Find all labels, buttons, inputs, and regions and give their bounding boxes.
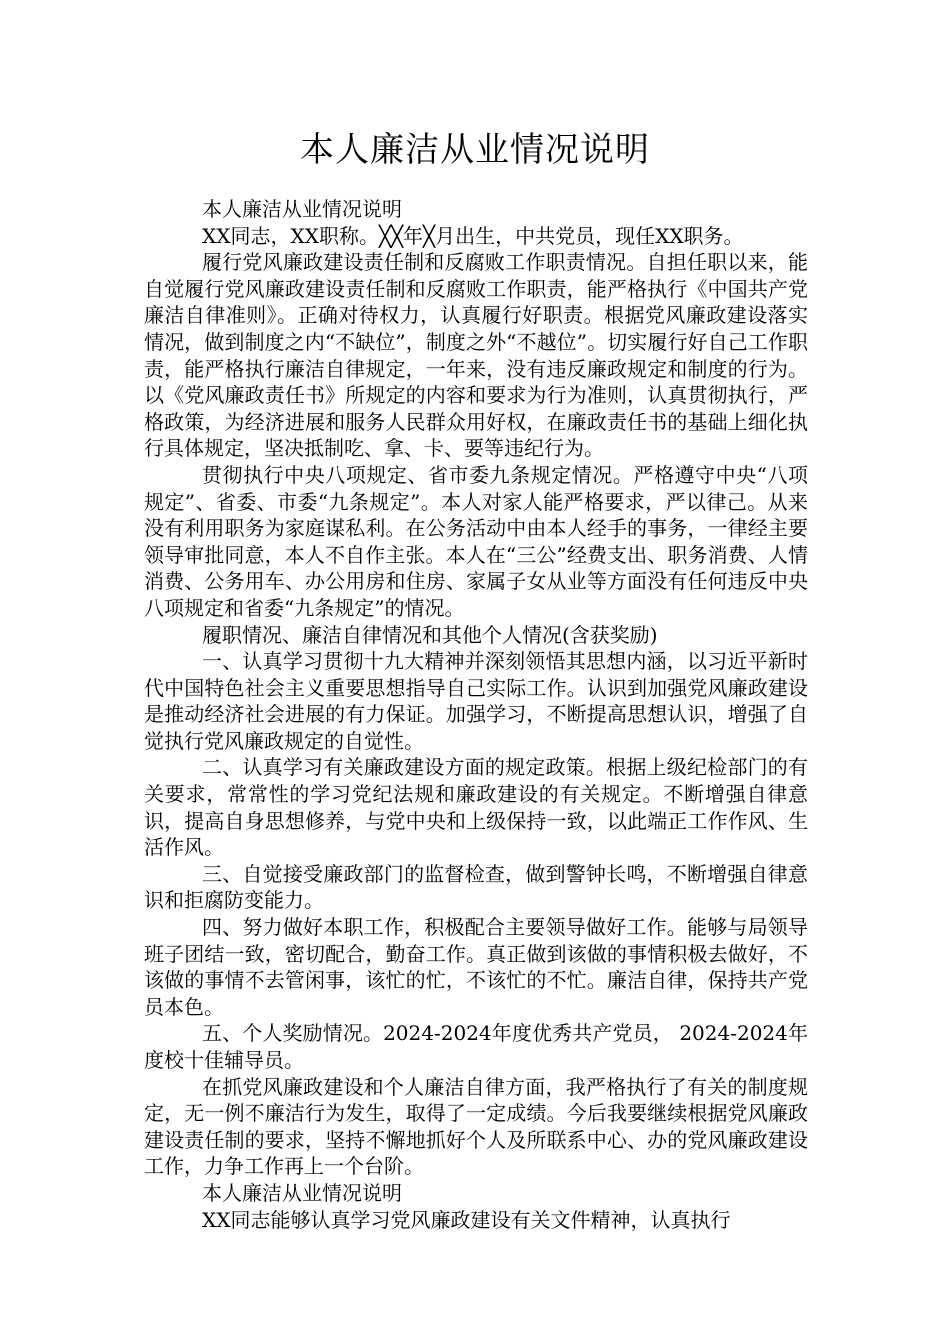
paragraph-intro: XX同志，XX职称。╳╳年╳月出生，中共党员，现任XX职务。 (202, 223, 744, 248)
paragraph-section-heading: 履职情况、廉洁自律情况和其他个人情况(含获奖励) (202, 622, 658, 647)
paragraph-heading-1: 本人廉洁从业情况说明 (202, 197, 402, 221)
paragraph-conclusion: 在抓党风廉政建设和个人廉洁自律方面，我严格执行了有关的制度规定，无一例不廉洁行为发生，取得了一定成绩。今后我要继续根据党风廉政建设责任制的要求，坚持不懈地抓好个人及所联系中心、办的党风廉政建设工作，力争工作再上一个台阶。 (144, 1074, 808, 1179)
paragraph-item-3: 三、自觉接受廉政部门的监督检查，做到警钟长鸣，不断增强自律意识和拒腐防变能力。 (144, 861, 808, 913)
paragraph-continuation: XX同志能够认真学习党风廉政建设有关文件精神，认真执行 (202, 1207, 731, 1232)
paragraph-item-1: 一、认真学习贯彻十九大精神并深刻领悟其思想内涵，以习近平新时代中国特色社会主义重要思想指导自己实际工作。认识到加强党风廉政建设是推动经济社会进展的有力保证。加强学习，不断提高思想认识，增强了自觉执行党风廉政规定的自觉性。 (144, 649, 808, 753)
paragraph-item-5: 五、个人奖励情况。2024-2024年度优秀共产党员， 2024-2024年度校十佳辅导员。 (144, 1021, 808, 1072)
paragraph-item-4: 四、努力做好本职工作，积极配合主要领导做好工作。能够与局领导班子团结一致，密切配合，勤奋工作。真正做到该做的事情积极去做好，不该做的事情不去管闲事，该忙的忙，不该忙的不忙。廉洁自律，保持共产党员本色。 (144, 915, 808, 1019)
document-body (144, 196, 808, 1233)
paragraph-responsibility: 履行党风廉政建设责任制和反腐败工作职责情况。自担任职以来，能自觉履行党风廉政建设责任制和反腐败工作职责，能严格执行《中国共产党廉洁自律准则》。正确对待权力，认真履行好职责。根据党风廉政建设落实情况，做到制度之内“不缺位”，制度之外“不越位”。切实履行好自己工作职责，能严格执行廉洁自律规定，一年来，没有违反廉政规定和制度的行为。以《党风廉政责任书》所规定的内容和要求为行为准则，认真贯彻执行，严格政策，为经济进展和服务人民群众用好权，在廉政责任书的基础上细化执行具体规定，坚决抵制吃、拿、卡、要等违纪行为。 (144, 250, 808, 461)
paragraph-heading-2: 本人廉洁从业情况说明 (202, 1180, 402, 1205)
paragraph-item-2: 二、认真学习有关廉政建设方面的规定政策。根据上级纪检部门的有关要求，常常性的学习党纪法规和廉政建设的有关规定。不断增强自律意识，提高自身思想修养，与党中央和上级保持一致，以此端正工作作风、生活作风。 (144, 755, 808, 860)
document-title: 本人廉洁从业情况说明 (300, 130, 650, 170)
paragraph-eight-rules: 贯彻执行中央八项规定、省市委九条规定情况。严格遵守中央“八项规定”、省委、市委“九条规定”。本人对家人能严格要求，严以律己。从来没有利用职务为家庭谋私利。在公务活动中由本人经手的事务，一律经主要领导审批同意，本人不自作主张。本人在“三公”经费支出、职务消费、人情消费、公务用车、办公用房和住房、家属子女从业等方面没有任何违反中央八项规定和省委“九条规定”的情况。 (144, 462, 808, 620)
